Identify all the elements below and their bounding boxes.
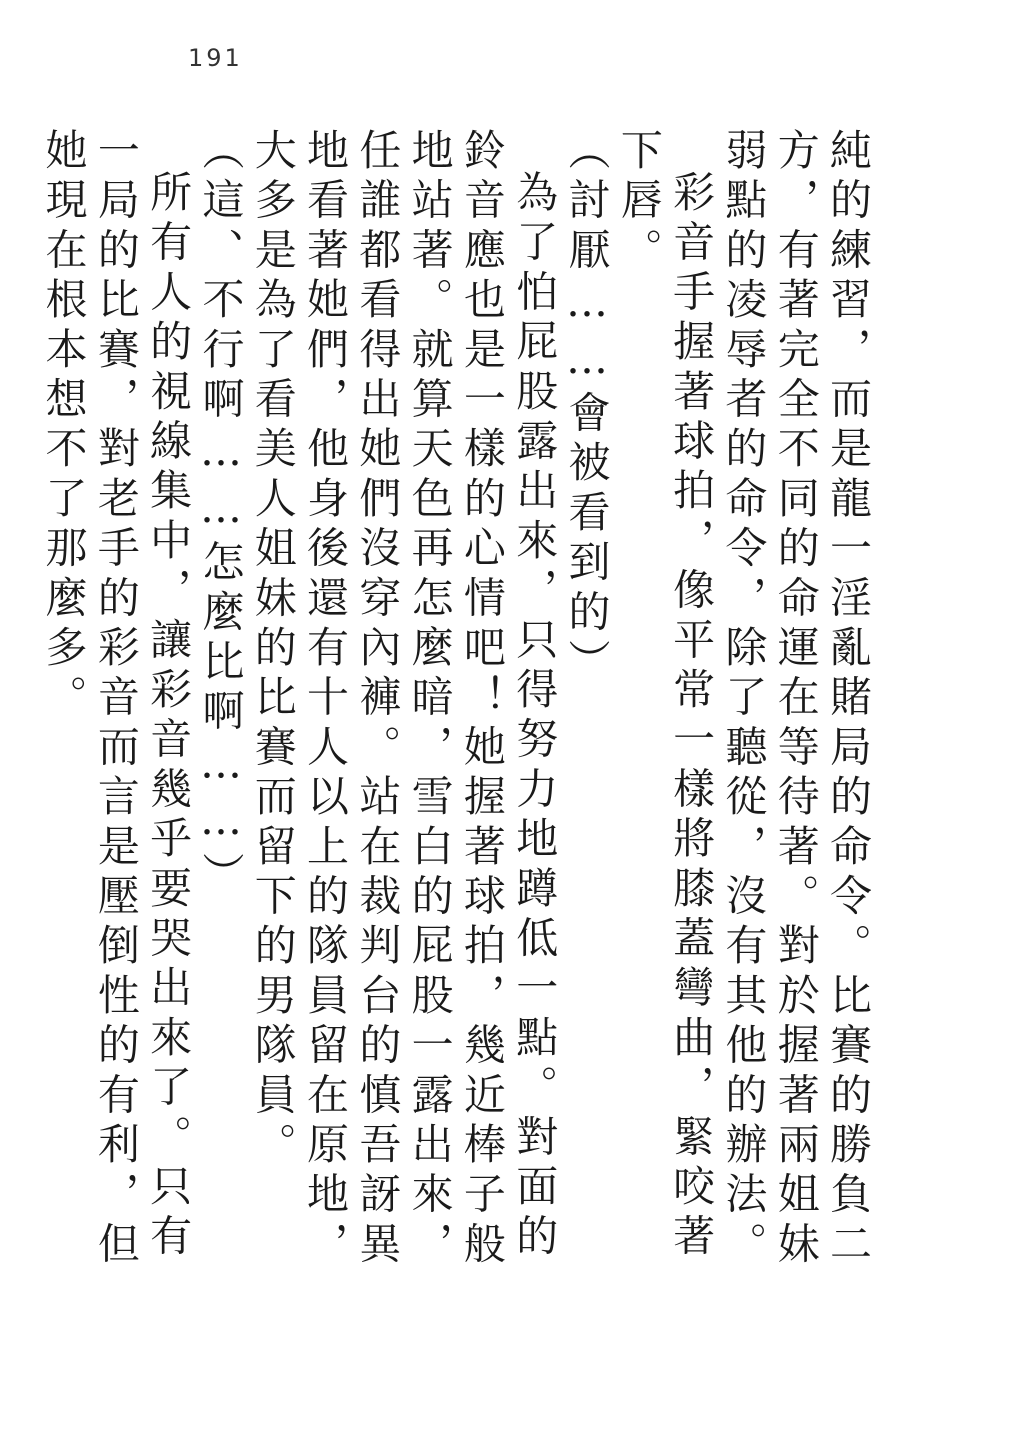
paragraph-5-thought: （這、不行啊……怎麼比啊……） xyxy=(196,128,246,902)
page-number: 191 xyxy=(188,44,243,72)
paragraph-1: 純的練習，而是龍一淫亂賭局的命令。比賽的勝負二方，有著完全不同的命運在等待著。對於握著兩姐妹弱點的凌辱者的命令，除了聽從，沒有其他的辦法。 xyxy=(719,128,873,1272)
vertical-text-body xyxy=(37,128,874,1308)
paragraph-4: 為了怕屁股露出來，只得努力地蹲低一點。對面的鈴音應也是一樣的心情吧！她握著球拍，幾近棒子般地站著。就算天色再怎麼暗，雪白的屁股一露出來，任誰都看得出她們沒穿內褲。站在裁判台的慎吾訝異地看著她們，他身後還有十人以上的隊員留在原地，大多是為了看美人姐妹的比賽而留下的男隊員。 xyxy=(248,128,560,1272)
paragraph-6: 所有人的視線集中，讓彩音幾乎要哭出來了。只有一局的比賽，對老手的彩音而言是壓倒性的有利，但她現在根本想不了那麼多。 xyxy=(39,128,194,1272)
paragraph-2: 彩音手握著球拍，像平常一樣將膝蓋彎曲，緊咬著下唇。 xyxy=(614,128,717,1264)
paragraph-3-thought: （討厭……會被看到的） xyxy=(562,128,612,689)
